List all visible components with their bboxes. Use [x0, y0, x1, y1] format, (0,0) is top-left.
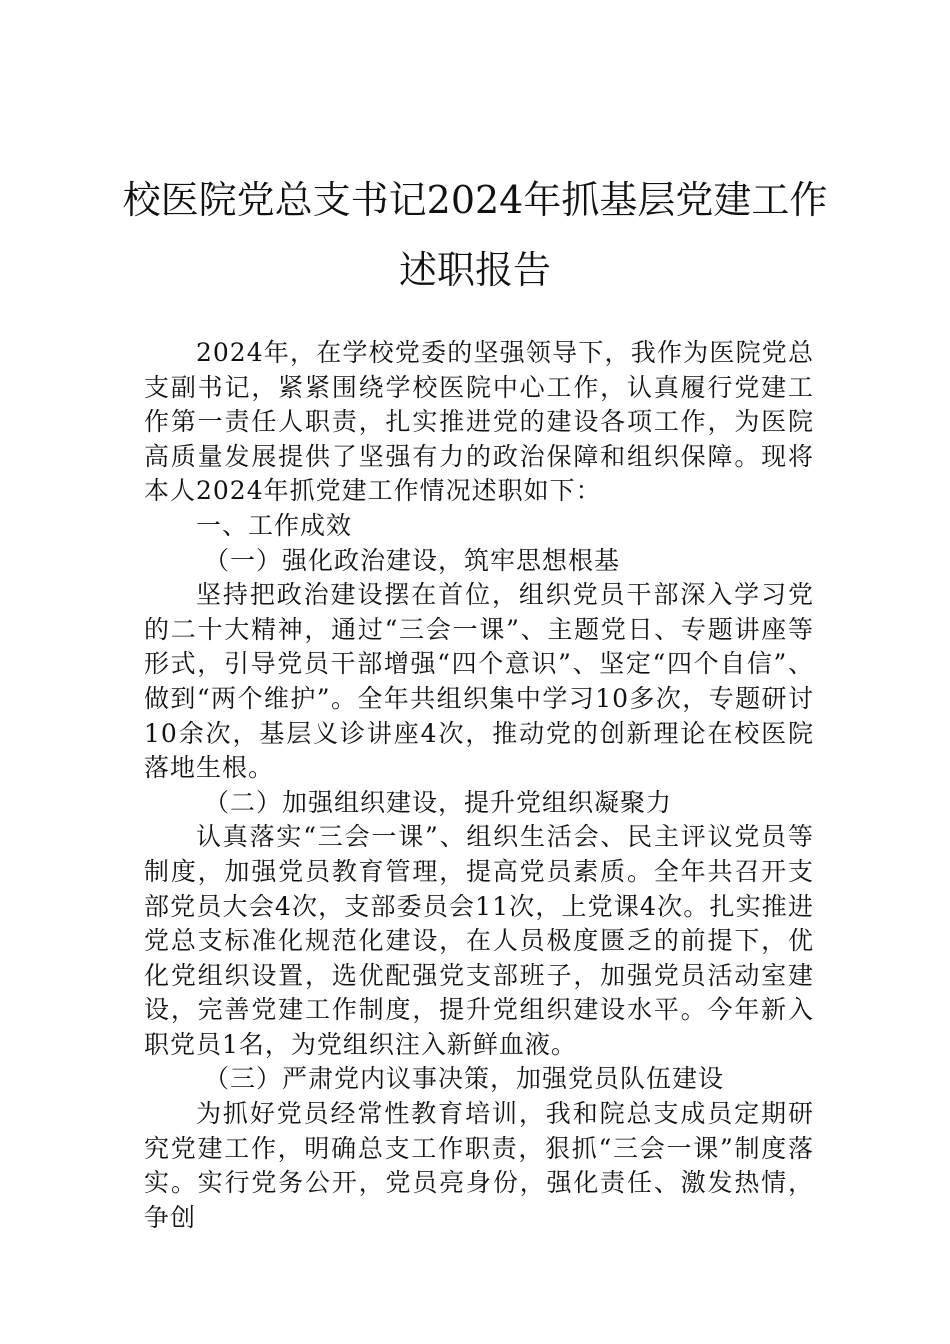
intro-paragraph: 2024年，在学校党委的坚强领导下，我作为医院党总支副书记，紧紧围绕学校医院中心工作，认真履行党建工作第一责任人职责，扎实推进党的建设各项工作，为医院高质量发展提供了坚强有力的政治保障和组织保障。现将本人2024年抓党建工作情况述职如下：	[144, 338, 814, 506]
document-body	[144, 336, 814, 1235]
subsection-heading: （二）加强组织建设，提升党组织凝聚力	[204, 787, 673, 817]
body-paragraph: 坚持把政治建设摆在首位，组织党员干部深入学习党的二十大精神，通过“三会一课”、主题党日、专题讲座等形式，引导党员干部增强“四个意识”、坚定“四个自信”、做到“两个维护”。全年共组织集中学习10多次，专题研讨10余次，基层义诊讲座4次，推动党的创新理论在校医院落地生根。	[144, 580, 814, 783]
document-title-line-2: 述职报告	[398, 248, 551, 292]
body-paragraph: 为抓好党员经常性教育培训，我和院总支成员定期研究党建工作，明确总支工作职责，狠抓“三会一课”制度落实。实行党务公开，党员亮身份，强化责任、激发热情，争创	[144, 1099, 814, 1232]
document-title-line-1: 校医院党总支书记2024年抓基层党建工作	[122, 178, 828, 222]
subsection-heading: （三）严肃党内议事决策，加强党员队伍建设	[204, 1064, 725, 1094]
section-heading: 一、工作成效	[196, 510, 353, 540]
subsection-heading: （一）强化政治建设，筑牢思想根基	[204, 545, 621, 575]
body-paragraph: 认真落实“三会一课”、组织生活会、民主评议党员等制度，加强党员教育管理，提高党员素质。全年共召开支部党员大会4次，支部委员会11次，上党课4次。扎实推进党总支标准化规范化建设，在人员极度匮乏的前提下，优化党组织设置，选优配强党支部班子，加强党员活动室建设，完善党建工作制度，提升党组织建设水平。今年新入职党员1名，为党组织注入新鲜血液。	[144, 822, 814, 1059]
